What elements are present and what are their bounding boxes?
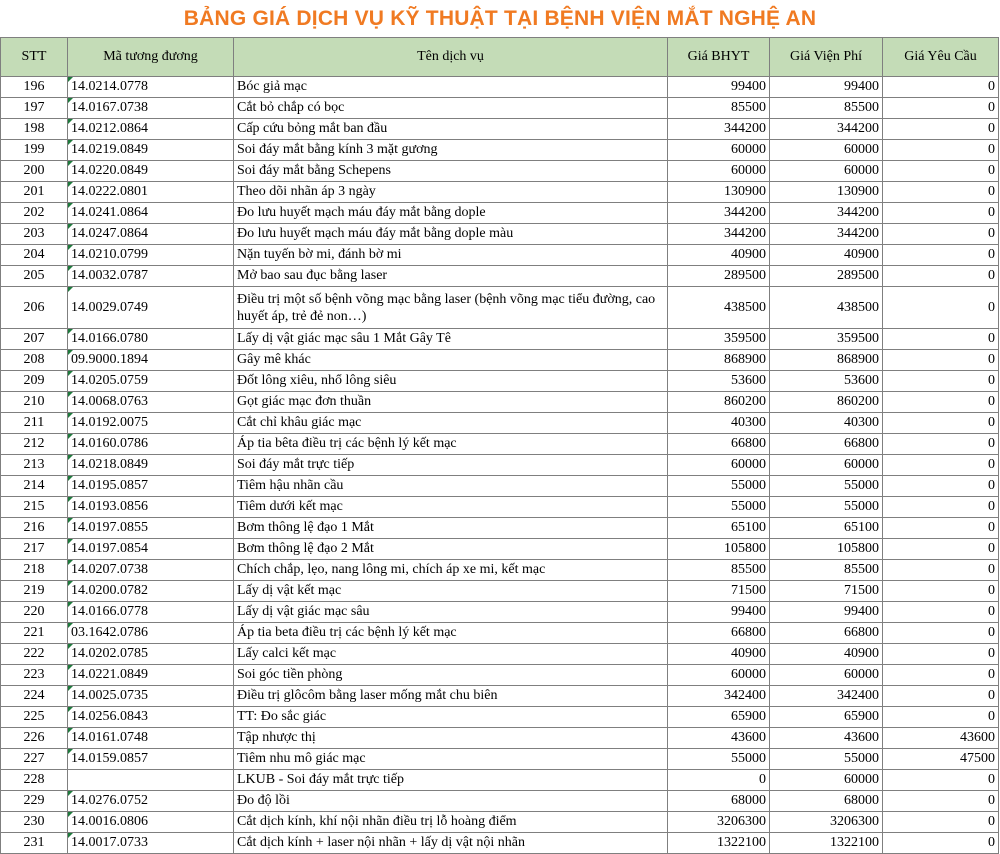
code-cell[interactable]: 14.0160.0786	[68, 434, 234, 455]
hospital-fee-cell[interactable]: 60000	[770, 140, 883, 161]
hospital-fee-cell[interactable]: 344200	[770, 119, 883, 140]
request-price-cell[interactable]: 0	[883, 329, 999, 350]
service-name-cell[interactable]: Lấy dị vật kết mạc	[234, 581, 668, 602]
service-name-cell[interactable]: Nặn tuyến bờ mi, đánh bờ mi	[234, 245, 668, 266]
stt-cell[interactable]: 216	[1, 518, 68, 539]
hospital-fee-cell[interactable]: 359500	[770, 329, 883, 350]
stt-cell[interactable]: 198	[1, 119, 68, 140]
code-cell[interactable]: 14.0218.0849	[68, 455, 234, 476]
hospital-fee-cell[interactable]: 99400	[770, 602, 883, 623]
service-name-cell[interactable]: Lấy dị vật giác mạc sâu 1 Mắt Gây Tê	[234, 329, 668, 350]
hospital-fee-cell[interactable]: 53600	[770, 371, 883, 392]
request-price-cell[interactable]: 0	[883, 182, 999, 203]
bhyt-price-cell[interactable]: 60000	[668, 161, 770, 182]
request-price-cell[interactable]: 0	[883, 371, 999, 392]
bhyt-price-cell[interactable]: 85500	[668, 98, 770, 119]
service-name-cell[interactable]: Áp tia bêta điều trị các bệnh lý kết mạc	[234, 434, 668, 455]
request-price-cell[interactable]: 0	[883, 350, 999, 371]
hospital-fee-cell[interactable]: 130900	[770, 182, 883, 203]
table-row	[1, 518, 999, 539]
stt-cell[interactable]: 199	[1, 140, 68, 161]
code-cell[interactable]: 14.0193.0856	[68, 497, 234, 518]
hospital-fee-cell[interactable]: 65900	[770, 707, 883, 728]
table-row	[1, 602, 999, 623]
request-price-cell[interactable]: 0	[883, 119, 999, 140]
stt-cell[interactable]: 203	[1, 224, 68, 245]
hospital-fee-cell[interactable]: 40300	[770, 413, 883, 434]
request-price-cell[interactable]: 0	[883, 245, 999, 266]
code-cell[interactable]: 14.0247.0864	[68, 224, 234, 245]
table-row	[1, 665, 999, 686]
price-table	[0, 37, 999, 854]
hospital-fee-cell[interactable]: 105800	[770, 539, 883, 560]
request-price-cell[interactable]: 0	[883, 602, 999, 623]
stt-cell[interactable]: 226	[1, 728, 68, 749]
service-name-cell[interactable]: TT: Đo sắc giác	[234, 707, 668, 728]
bhyt-price-cell[interactable]: 1322100	[668, 833, 770, 854]
hospital-fee-cell[interactable]: 55000	[770, 476, 883, 497]
stt-cell[interactable]: 211	[1, 413, 68, 434]
table-row	[1, 98, 999, 119]
hospital-fee-cell[interactable]: 860200	[770, 392, 883, 413]
stt-cell[interactable]: 220	[1, 602, 68, 623]
service-name-cell[interactable]: Mở bao sau đục bằng laser	[234, 266, 668, 287]
code-cell[interactable]: 14.0167.0738	[68, 98, 234, 119]
stt-cell[interactable]: 202	[1, 203, 68, 224]
code-cell[interactable]: 14.0161.0748	[68, 728, 234, 749]
bhyt-price-cell[interactable]: 99400	[668, 602, 770, 623]
bhyt-price-cell[interactable]: 60000	[668, 140, 770, 161]
request-price-cell[interactable]: 0	[883, 560, 999, 581]
hospital-fee-cell[interactable]: 60000	[770, 161, 883, 182]
table-row	[1, 329, 999, 350]
bhyt-price-cell[interactable]: 868900	[668, 350, 770, 371]
request-price-cell[interactable]: 47500	[883, 749, 999, 770]
service-name-cell[interactable]: Lấy dị vật giác mạc sâu	[234, 602, 668, 623]
service-name-cell[interactable]: Bơm thông lệ đạo 1 Mắt	[234, 518, 668, 539]
table-row	[1, 686, 999, 707]
header-bhyt-price[interactable]: Giá BHYT	[668, 38, 770, 77]
stt-cell[interactable]: 201	[1, 182, 68, 203]
bhyt-price-cell[interactable]: 65100	[668, 518, 770, 539]
bhyt-price-cell[interactable]: 3206300	[668, 812, 770, 833]
code-cell[interactable]: 14.0197.0854	[68, 539, 234, 560]
table-row	[1, 371, 999, 392]
service-name-cell[interactable]: Tiêm dưới kết mạc	[234, 497, 668, 518]
stt-cell[interactable]: 214	[1, 476, 68, 497]
request-price-cell[interactable]: 0	[883, 686, 999, 707]
request-price-cell[interactable]: 0	[883, 812, 999, 833]
service-name-cell[interactable]: Bóc giả mạc	[234, 77, 668, 98]
hospital-fee-cell[interactable]: 40900	[770, 245, 883, 266]
service-name-cell[interactable]: Đo độ lồi	[234, 791, 668, 812]
hospital-fee-cell[interactable]: 55000	[770, 749, 883, 770]
code-cell[interactable]: 14.0219.0849	[68, 140, 234, 161]
request-price-cell[interactable]: 0	[883, 98, 999, 119]
bhyt-price-cell[interactable]: 55000	[668, 497, 770, 518]
table-row	[1, 161, 999, 182]
code-cell[interactable]: 14.0166.0778	[68, 602, 234, 623]
code-cell[interactable]: 14.0192.0075	[68, 413, 234, 434]
bhyt-price-cell[interactable]: 66800	[668, 623, 770, 644]
header-service-name[interactable]: Tên dịch vụ	[234, 38, 668, 77]
request-price-cell[interactable]: 0	[883, 203, 999, 224]
table-body	[1, 77, 999, 854]
stt-cell[interactable]: 212	[1, 434, 68, 455]
code-cell[interactable]: 14.0068.0763	[68, 392, 234, 413]
code-cell[interactable]: 14.0016.0806	[68, 812, 234, 833]
table-row	[1, 119, 999, 140]
table-row	[1, 728, 999, 749]
hospital-fee-cell[interactable]: 342400	[770, 686, 883, 707]
request-price-cell[interactable]: 0	[883, 161, 999, 182]
request-price-cell[interactable]: 0	[883, 413, 999, 434]
request-price-cell[interactable]: 0	[883, 623, 999, 644]
bhyt-price-cell[interactable]: 53600	[668, 371, 770, 392]
service-name-cell[interactable]: Tiêm hậu nhãn cầu	[234, 476, 668, 497]
service-name-cell[interactable]: Soi góc tiền phòng	[234, 665, 668, 686]
request-price-cell[interactable]: 0	[883, 287, 999, 329]
service-name-cell[interactable]: Đốt lông xiêu, nhổ lông siêu	[234, 371, 668, 392]
bhyt-price-cell[interactable]: 344200	[668, 203, 770, 224]
code-cell[interactable]: 14.0276.0752	[68, 791, 234, 812]
table-row	[1, 77, 999, 98]
request-price-cell[interactable]: 0	[883, 455, 999, 476]
service-name-cell[interactable]: Bơm thông lệ đạo 2 Mắt	[234, 539, 668, 560]
hospital-fee-cell[interactable]: 344200	[770, 224, 883, 245]
request-price-cell[interactable]: 0	[883, 581, 999, 602]
hospital-fee-cell[interactable]: 438500	[770, 287, 883, 329]
bhyt-price-cell[interactable]: 55000	[668, 476, 770, 497]
request-price-cell[interactable]: 0	[883, 770, 999, 791]
stt-cell[interactable]: 225	[1, 707, 68, 728]
request-price-cell[interactable]: 0	[883, 644, 999, 665]
hospital-fee-cell[interactable]: 71500	[770, 581, 883, 602]
stt-cell[interactable]: 197	[1, 98, 68, 119]
request-price-cell[interactable]: 0	[883, 665, 999, 686]
table-row	[1, 140, 999, 161]
bhyt-price-cell[interactable]: 99400	[668, 77, 770, 98]
request-price-cell[interactable]: 0	[883, 476, 999, 497]
code-cell[interactable]: 14.0214.0778	[68, 77, 234, 98]
service-name-cell[interactable]: Soi đáy mắt bằng Schepens	[234, 161, 668, 182]
bhyt-price-cell[interactable]: 60000	[668, 665, 770, 686]
code-cell[interactable]: 09.9000.1894	[68, 350, 234, 371]
stt-cell[interactable]: 228	[1, 770, 68, 791]
request-price-cell[interactable]: 0	[883, 539, 999, 560]
hospital-fee-cell[interactable]: 85500	[770, 560, 883, 581]
bhyt-price-cell[interactable]: 438500	[668, 287, 770, 329]
code-cell[interactable]: 14.0195.0857	[68, 476, 234, 497]
request-price-cell[interactable]: 0	[883, 497, 999, 518]
bhyt-price-cell[interactable]: 40300	[668, 413, 770, 434]
service-name-cell[interactable]: Tiêm nhu mô giác mạc	[234, 749, 668, 770]
hospital-fee-cell[interactable]: 65100	[770, 518, 883, 539]
request-price-cell[interactable]: 0	[883, 266, 999, 287]
table-row	[1, 497, 999, 518]
request-price-cell[interactable]: 43600	[883, 728, 999, 749]
table-row	[1, 182, 999, 203]
stt-cell[interactable]: 205	[1, 266, 68, 287]
code-cell[interactable]: 14.0032.0787	[68, 266, 234, 287]
hospital-fee-cell[interactable]: 868900	[770, 350, 883, 371]
bhyt-price-cell[interactable]: 40900	[668, 245, 770, 266]
table-row	[1, 791, 999, 812]
header-hospital-fee[interactable]: Giá Viện Phí	[770, 38, 883, 77]
stt-cell[interactable]: 204	[1, 245, 68, 266]
hospital-fee-cell[interactable]: 3206300	[770, 812, 883, 833]
stt-cell[interactable]: 223	[1, 665, 68, 686]
hospital-fee-cell[interactable]: 60000	[770, 770, 883, 791]
table-row	[1, 833, 999, 854]
request-price-cell[interactable]: 0	[883, 833, 999, 854]
code-cell[interactable]: 14.0256.0843	[68, 707, 234, 728]
hospital-fee-cell[interactable]: 40900	[770, 644, 883, 665]
bhyt-price-cell[interactable]: 43600	[668, 728, 770, 749]
table-row	[1, 455, 999, 476]
hospital-fee-cell[interactable]: 66800	[770, 623, 883, 644]
stt-cell[interactable]: 221	[1, 623, 68, 644]
hospital-fee-cell[interactable]: 344200	[770, 203, 883, 224]
table-row	[1, 413, 999, 434]
bhyt-price-cell[interactable]: 66800	[668, 434, 770, 455]
request-price-cell[interactable]: 0	[883, 140, 999, 161]
bhyt-price-cell[interactable]: 0	[668, 770, 770, 791]
header-code[interactable]: Mã tương đương	[68, 38, 234, 77]
service-name-cell[interactable]: Gây mê khác	[234, 350, 668, 371]
table-row	[1, 770, 999, 791]
code-cell[interactable]: 14.0220.0849	[68, 161, 234, 182]
stt-cell[interactable]: 231	[1, 833, 68, 854]
bhyt-price-cell[interactable]: 860200	[668, 392, 770, 413]
service-name-cell[interactable]: Đo lưu huyết mạch máu đáy mắt bằng dople	[234, 203, 668, 224]
table-row	[1, 749, 999, 770]
request-price-cell[interactable]: 0	[883, 224, 999, 245]
request-price-cell[interactable]: 0	[883, 518, 999, 539]
request-price-cell[interactable]: 0	[883, 707, 999, 728]
service-name-cell[interactable]: Lấy calci kết mạc	[234, 644, 668, 665]
header-row	[1, 38, 999, 77]
table-row	[1, 476, 999, 497]
table-row	[1, 203, 999, 224]
bhyt-price-cell[interactable]: 68000	[668, 791, 770, 812]
table-row	[1, 581, 999, 602]
hospital-fee-cell[interactable]: 289500	[770, 266, 883, 287]
stt-cell[interactable]: 206	[1, 287, 68, 329]
service-name-cell[interactable]: Cấp cứu bỏng mắt ban đầu	[234, 119, 668, 140]
code-cell[interactable]: 14.0210.0799	[68, 245, 234, 266]
table-row	[1, 644, 999, 665]
code-cell[interactable]: 14.0029.0749	[68, 287, 234, 329]
code-cell[interactable]: 14.0212.0864	[68, 119, 234, 140]
stt-cell[interactable]: 196	[1, 77, 68, 98]
hospital-fee-cell[interactable]: 66800	[770, 434, 883, 455]
service-name-cell[interactable]: Điều trị một số bệnh võng mạc bằng laser (bệnh võng mạc tiểu đường, cao huyết áp, trẻ đẻ non…)	[234, 287, 668, 329]
service-name-cell[interactable]: Chích chắp, lẹo, nang lông mi, chích áp xe mi, kết mạc	[234, 560, 668, 581]
request-price-cell[interactable]: 0	[883, 791, 999, 812]
code-cell[interactable]: 14.0222.0801	[68, 182, 234, 203]
service-name-cell[interactable]: Điều trị glôcôm bằng laser mống mắt chu biên	[234, 686, 668, 707]
stt-cell[interactable]: 200	[1, 161, 68, 182]
stt-cell[interactable]: 208	[1, 350, 68, 371]
code-cell[interactable]: 14.0202.0785	[68, 644, 234, 665]
code-cell[interactable]: 14.0025.0735	[68, 686, 234, 707]
stt-cell[interactable]: 229	[1, 791, 68, 812]
bhyt-price-cell[interactable]: 130900	[668, 182, 770, 203]
bhyt-price-cell[interactable]: 344200	[668, 224, 770, 245]
stt-cell[interactable]: 227	[1, 749, 68, 770]
table-row	[1, 245, 999, 266]
table-row	[1, 266, 999, 287]
service-name-cell[interactable]: Đo lưu huyết mạch máu đáy mắt bằng dople màu	[234, 224, 668, 245]
hospital-fee-cell[interactable]: 85500	[770, 98, 883, 119]
service-name-cell[interactable]: Gọt giác mạc đơn thuần	[234, 392, 668, 413]
stt-cell[interactable]: 209	[1, 371, 68, 392]
bhyt-price-cell[interactable]: 289500	[668, 266, 770, 287]
table-row	[1, 392, 999, 413]
code-cell[interactable]: 14.0197.0855	[68, 518, 234, 539]
stt-cell[interactable]: 219	[1, 581, 68, 602]
header-request-price[interactable]: Giá Yêu Cầu	[883, 38, 999, 77]
service-name-cell[interactable]: Cắt dịch kính + laser nội nhãn + lấy dị vật nội nhãn	[234, 833, 668, 854]
bhyt-price-cell[interactable]: 65900	[668, 707, 770, 728]
stt-cell[interactable]: 218	[1, 560, 68, 581]
bhyt-price-cell[interactable]: 55000	[668, 749, 770, 770]
table-row	[1, 287, 999, 329]
bhyt-price-cell[interactable]: 344200	[668, 119, 770, 140]
bhyt-price-cell[interactable]: 342400	[668, 686, 770, 707]
table-row	[1, 812, 999, 833]
bhyt-price-cell[interactable]: 40900	[668, 644, 770, 665]
bhyt-price-cell[interactable]: 60000	[668, 455, 770, 476]
stt-cell[interactable]: 224	[1, 686, 68, 707]
header-stt[interactable]: STT	[1, 38, 68, 77]
table-row	[1, 560, 999, 581]
hospital-fee-cell[interactable]: 60000	[770, 665, 883, 686]
stt-cell[interactable]: 210	[1, 392, 68, 413]
code-cell[interactable]: 14.0017.0733	[68, 833, 234, 854]
page-title: BẢNG GIÁ DỊCH VỤ KỸ THUẬT TẠI BỆNH VIỆN MẮT NGHỆ AN	[183, 7, 817, 30]
stt-cell[interactable]: 217	[1, 539, 68, 560]
hospital-fee-cell[interactable]: 55000	[770, 497, 883, 518]
hospital-fee-cell[interactable]: 43600	[770, 728, 883, 749]
request-price-cell[interactable]: 0	[883, 392, 999, 413]
service-name-cell[interactable]: Cắt bỏ chắp có bọc	[234, 98, 668, 119]
service-name-cell[interactable]: Soi đáy mắt trực tiếp	[234, 455, 668, 476]
stt-cell[interactable]: 213	[1, 455, 68, 476]
service-name-cell[interactable]: Cắt chỉ khâu giác mạc	[234, 413, 668, 434]
table-row	[1, 224, 999, 245]
code-cell[interactable]: 03.1642.0786	[68, 623, 234, 644]
bhyt-price-cell[interactable]: 359500	[668, 329, 770, 350]
code-cell[interactable]: 14.0221.0849	[68, 665, 234, 686]
table-row	[1, 707, 999, 728]
stt-cell[interactable]: 230	[1, 812, 68, 833]
stt-cell[interactable]: 207	[1, 329, 68, 350]
code-cell[interactable]: 14.0166.0780	[68, 329, 234, 350]
table-row	[1, 434, 999, 455]
stt-cell[interactable]: 222	[1, 644, 68, 665]
hospital-fee-cell[interactable]: 68000	[770, 791, 883, 812]
code-cell[interactable]: 14.0207.0738	[68, 560, 234, 581]
table-row	[1, 350, 999, 371]
code-cell[interactable]: 14.0241.0864	[68, 203, 234, 224]
service-name-cell[interactable]: Áp tia beta điều trị các bệnh lý kết mạc	[234, 623, 668, 644]
code-cell[interactable]: 14.0205.0759	[68, 371, 234, 392]
code-cell[interactable]: 14.0200.0782	[68, 581, 234, 602]
service-name-cell[interactable]: LKUB - Soi đáy mắt trực tiếp	[234, 770, 668, 791]
service-name-cell[interactable]: Soi đáy mắt bằng kính 3 mặt gương	[234, 140, 668, 161]
code-cell[interactable]: 14.0159.0857	[68, 749, 234, 770]
service-name-cell[interactable]: Theo dõi nhãn áp 3 ngày	[234, 182, 668, 203]
request-price-cell[interactable]: 0	[883, 434, 999, 455]
request-price-cell[interactable]: 0	[883, 77, 999, 98]
service-name-cell[interactable]: Tập nhược thị	[234, 728, 668, 749]
table-row	[1, 539, 999, 560]
service-name-cell[interactable]: Cắt dịch kính, khí nội nhãn điều trị lỗ hoàng điểm	[234, 812, 668, 833]
bhyt-price-cell[interactable]: 71500	[668, 581, 770, 602]
code-cell[interactable]	[68, 770, 234, 791]
table-row	[1, 623, 999, 644]
bhyt-price-cell[interactable]: 85500	[668, 560, 770, 581]
hospital-fee-cell[interactable]: 60000	[770, 455, 883, 476]
hospital-fee-cell[interactable]: 99400	[770, 77, 883, 98]
hospital-fee-cell[interactable]: 1322100	[770, 833, 883, 854]
bhyt-price-cell[interactable]: 105800	[668, 539, 770, 560]
stt-cell[interactable]: 215	[1, 497, 68, 518]
